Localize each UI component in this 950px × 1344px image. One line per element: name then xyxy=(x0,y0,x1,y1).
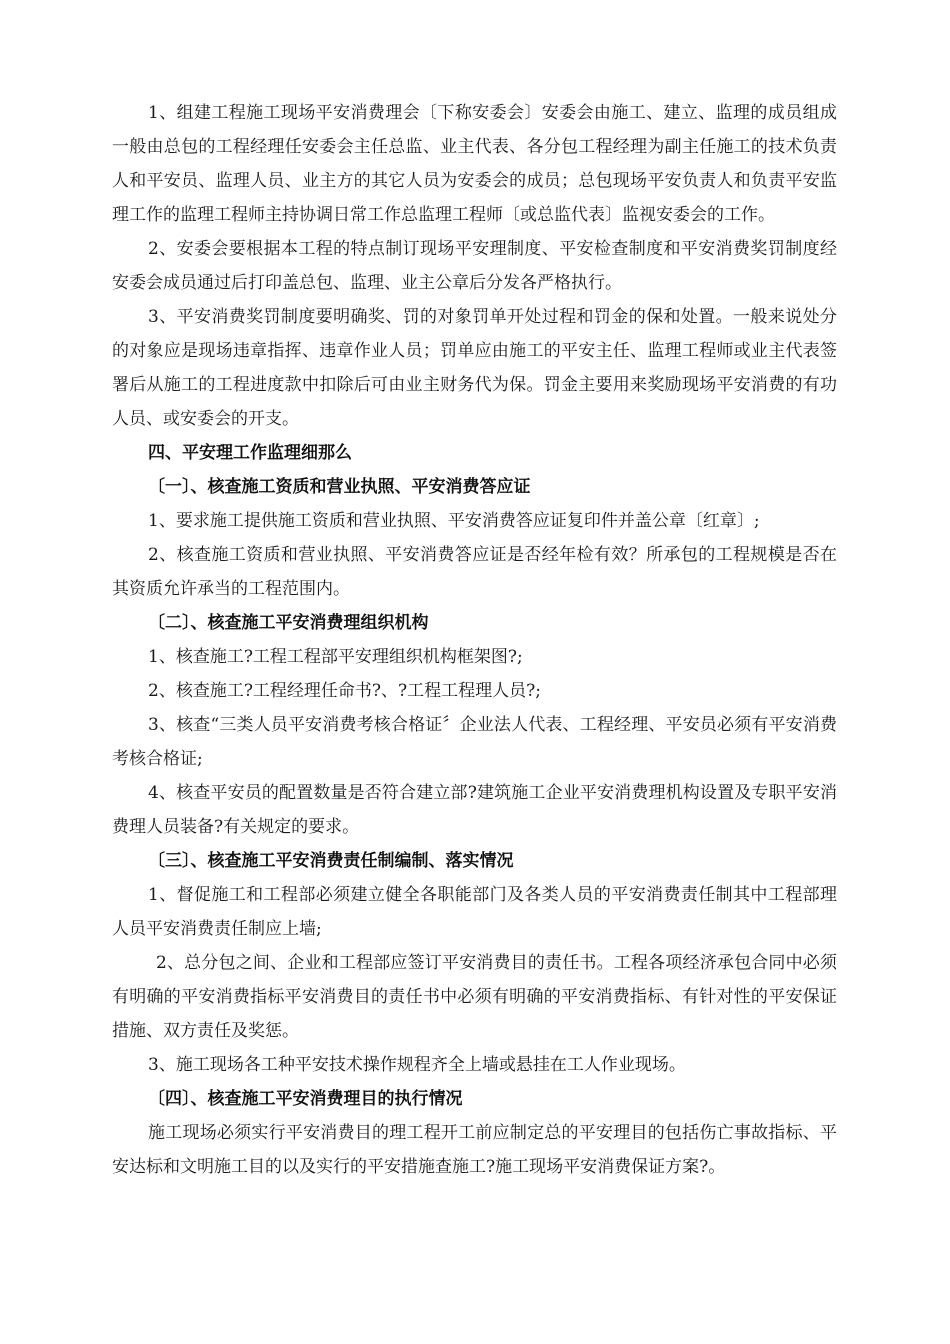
section-heading-4: 四、平安理工作监理细那么 xyxy=(148,443,352,463)
subsection-heading-2: 〔二〕、核查施工平安消费理组织机构 xyxy=(148,613,429,633)
paragraph-responsibility-system: 1、督促施工和工程部必须建立健全各职能部门及各类人员的平安消费责任制其中工程部理人员平安消费责任制应上墙; xyxy=(112,885,837,939)
paragraph-org-committee: 1、组建工程施工现场平安消费理会〔下称安委会〕安委会由施工、建立、监理的成员组成一般由总包的工程经理任安委会主任总监、业主代表、各分包工程经理为副主任施工的技术负责人和平安员、监理人员、业主方的其它人员为安委会的成员；总包现场平安负责人和负责平安监理工作的监理工程师主持协调日常工作总监理工程师〔或总监代表〕监视安委会的工作。 xyxy=(112,103,837,225)
document-body xyxy=(112,96,837,1184)
paragraph-three-categories: 3、核查“三类人员平安消费考核合格证〞企业法人代表、工程经理、平安员必须有平安消费考核合格证; xyxy=(112,715,837,769)
paragraph-reward-penalty: 3、平安消费奖罚制度要明确奖、罚的对象罚单开处过程和罚金的保和处置。一般来说处分的对象应是现场违章指挥、违章作业人员；罚单应由施工的平安主任、监理工程师或业主代表签署后从施工的工程进度款中扣除后可由业主财务代为保。罚金主要用来奖励现场平安消费的有功人员、或安委会的开支。 xyxy=(112,307,837,429)
subsection-heading-1: 〔一〕、核查施工资质和营业执照、平安消费答应证 xyxy=(148,477,531,497)
paragraph-org-chart: 1、核查施工?工程工程部平安理组织机构框架图?; xyxy=(148,647,523,667)
paragraph-license-check: 2、核查施工资质和营业执照、平安消费答应证是否经年检有效？所承包的工程规模是否在其资质允许承当的工程范围内。 xyxy=(112,545,837,599)
paragraph-license-copy: 1、要求施工提供施工资质和营业执照、平安消费答应证复印件并盖公章〔红章〕; xyxy=(148,511,760,531)
subsection-heading-3: 〔三〕、核查施工平安消费责任制编制、落实情况 xyxy=(148,851,514,871)
paragraph-operating-rules: 3、施工现场各工种平安技术操作规程齐全上墙或悬挂在工人作业现场。 xyxy=(148,1055,686,1075)
subsection-heading-4: 〔四〕、核查施工平安消费理目的执行情况 xyxy=(148,1089,463,1109)
paragraph-committee-rules: 2、安委会要根据本工程的特点制订现场平安理制度、平安检查制度和平安消费奖罚制度经安委会成员通过后打印盖总包、监理、业主公章后分发各严格执行。 xyxy=(112,239,837,293)
paragraph-appointment: 2、核查施工?工程经理任命书?、?工程工程理人员?; xyxy=(148,681,541,701)
paragraph-safety-objectives: 施工现场必须实行平安消费目的理工程开工前应制定总的平安理目的包括伤亡事故指标、平安达标和文明施工目的以及实行的平安措施查施工?施工现场平安消费保证方案?。 xyxy=(112,1123,837,1177)
paragraph-safety-officer-count: 4、核查平安员的配置数量是否符合建立部?建筑施工企业平安消费理机构设置及专职平安消费理人员装备?有关规定的要求。 xyxy=(112,783,837,837)
paragraph-responsibility-letter: 2、总分包之间、企业和工程部应签订平安消费目的责任书。工程各项经济承包合同中必须有明确的平安消费指标平安消费目的责任书中必须有明确的平安消费指标、有针对性的平安保证措施、双方责任及奖惩。 xyxy=(112,953,837,1041)
